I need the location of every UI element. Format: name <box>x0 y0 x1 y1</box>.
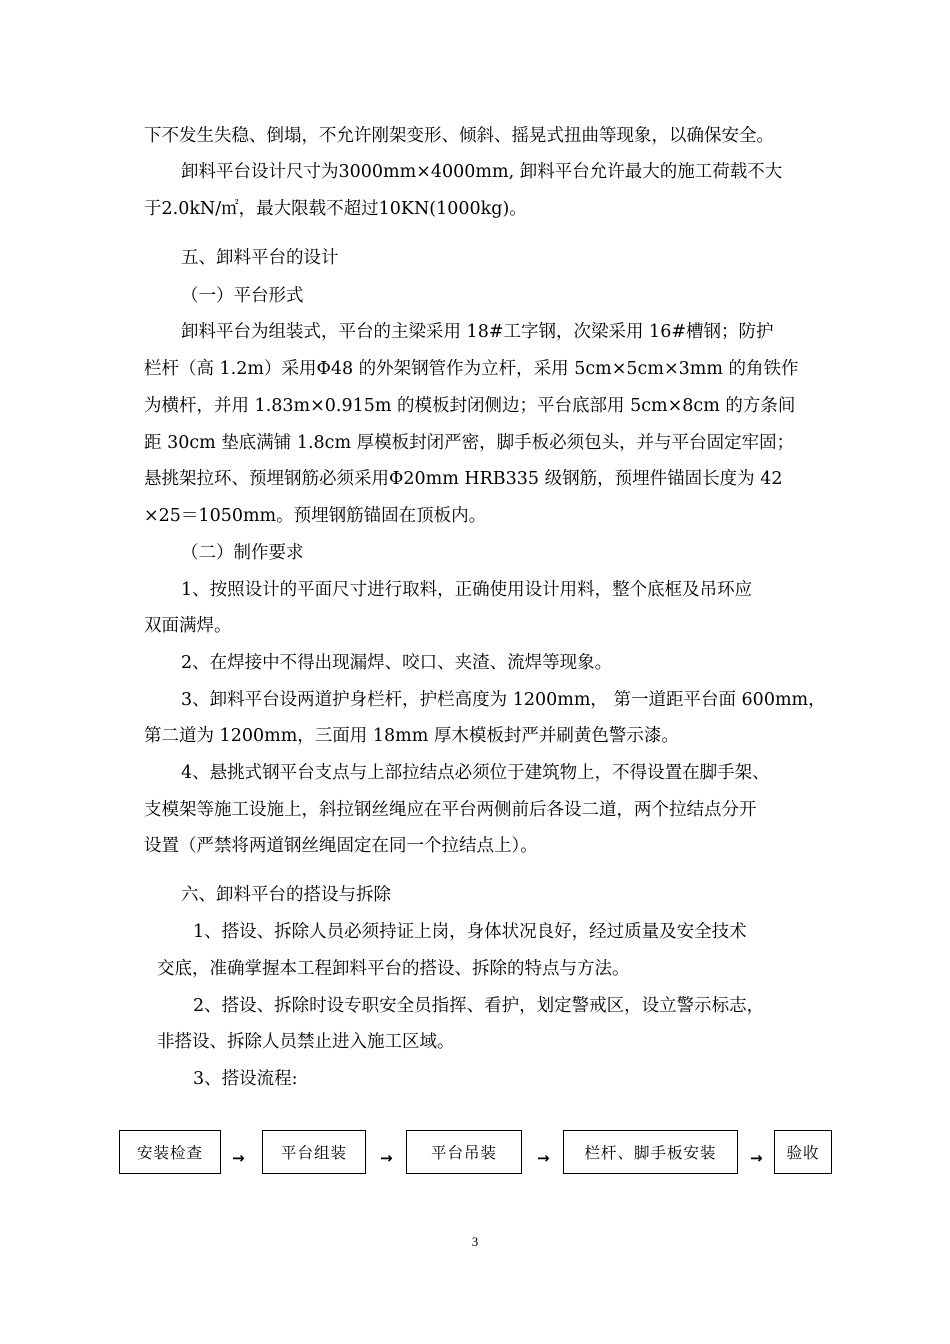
text-line: 1、按照设计的平面尺寸进行取料，正确使用设计用料，整个底框及吊环应 <box>181 580 753 600</box>
subsection-heading: （二）制作要求 <box>181 543 304 563</box>
page-number: 3 <box>471 1234 479 1249</box>
text-line: 3、搭设流程: <box>193 1069 298 1089</box>
section-heading: 五、卸料平台的设计 <box>181 248 339 268</box>
text-line: 3、卸料平台设两道护身栏杆，护栏高度为 1200mm， 第一道距平台面 600mm， <box>181 690 826 710</box>
text-line: 悬挑架拉环、预埋钢筋必须采用Φ20mm HRB335 级钢筋，预埋件锚固长度为 42 <box>144 469 783 489</box>
text-line: ×25＝1050mm。预埋钢筋锚固在顶板内。 <box>144 506 487 526</box>
text-line: 双面满焊。 <box>144 616 232 636</box>
text-line: 栏杆（高 1.2m）采用Φ48 的外架钢管作为立杆，采用 5cm×5cm×3mm 的角铁作 <box>144 359 799 379</box>
text-line: 交底，准确掌握本工程卸料平台的搭设、拆除的特点与方法。 <box>157 959 630 979</box>
flow-step-platform-hoisting: 平台吊装 <box>406 1130 522 1174</box>
text-line: 设置（严禁将两道钢丝绳固定在同一个拉结点上）。 <box>144 836 538 856</box>
text-line: 2、搭设、拆除时设专职安全员指挥、看护，划定警戒区，设立警示标志， <box>193 996 765 1016</box>
flow-step-install-check: 安装检查 <box>119 1130 221 1174</box>
text-line: 为横杆，并用 1.83m×0.915m 的模板封闭侧边；平台底部用 5cm×8cm 的方条间 <box>144 396 796 416</box>
flow-arrow: → <box>537 1149 550 1167</box>
text-line: 支模架等施工设施上，斜拉钢丝绳应在平台两侧前后各设二道，两个拉结点分开 <box>144 800 757 820</box>
subsection-heading: （一）平台形式 <box>181 286 304 306</box>
text-line: 1、搭设、拆除人员必须持证上岗，身体状况良好，经过质量及安全技术 <box>193 922 747 942</box>
text-line: 卸料平台设计尺寸为3000mm×4000mm, 卸料平台允许最大的施工荷载不大 <box>181 162 783 182</box>
text-line: 于2.0kN/㎡，最大限载不超过10KN(1000kg)。 <box>144 199 527 219</box>
flow-arrow: → <box>380 1149 393 1167</box>
flow-arrow: → <box>232 1149 245 1167</box>
flow-step-railing-scaffold-install: 栏杆、脚手板安装 <box>563 1130 738 1174</box>
text-line: 下不发生失稳、倒塌，不允许刚架变形、倾斜、摇晃式扭曲等现象，以确保安全。 <box>144 126 774 146</box>
text-line: 4、悬挑式钢平台支点与上部拉结点必须位于建筑物上，不得设置在脚手架、 <box>181 763 770 783</box>
section-heading: 六、卸料平台的搭设与拆除 <box>181 885 391 905</box>
text-line: 非搭设、拆除人员禁止进入施工区域。 <box>157 1032 455 1052</box>
text-line: 第二道为 1200mm，三面用 18mm 厚木模板封严并刷黄色警示漆。 <box>144 726 679 746</box>
text-line: 2、在焊接中不得出现漏焊、咬口、夹渣、流焊等现象。 <box>181 653 613 673</box>
flow-step-platform-assembly: 平台组装 <box>262 1130 366 1174</box>
text-line: 距 30cm 垫底满铺 1.8cm 厚模板封闭严密，脚手板必须包头，并与平台固定牢固； <box>144 433 795 453</box>
flow-arrow: → <box>750 1149 763 1167</box>
flow-step-acceptance: 验收 <box>774 1130 832 1174</box>
text-line: 卸料平台为组装式，平台的主梁采用 18#工字钢，次梁采用 16#槽钢；防护 <box>181 322 774 342</box>
